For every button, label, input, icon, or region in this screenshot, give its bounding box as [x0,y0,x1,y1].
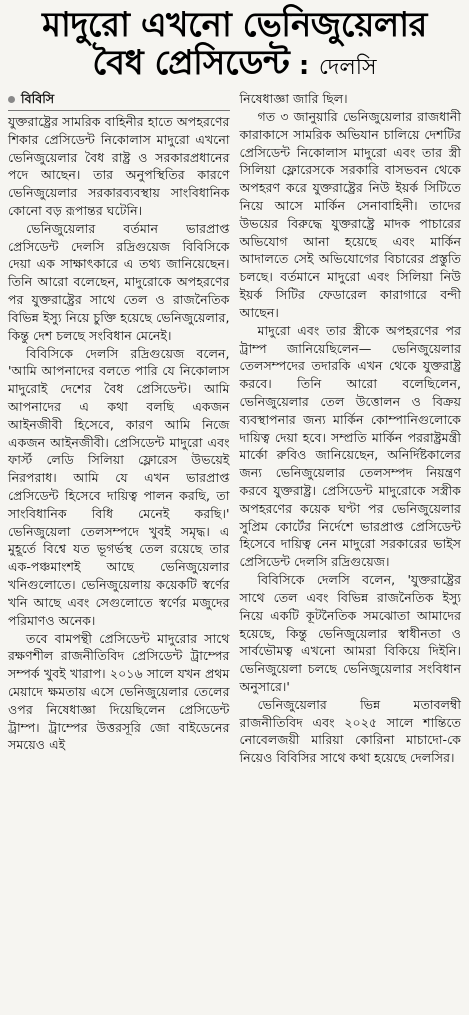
source-name: বিবিসি [21,91,55,107]
bullet-icon [8,96,15,103]
headline [8,6,461,82]
paragraph: ভেনিজুয়েলার ভিন্ন মতাবলম্বী রাজনীতিবিদ এবং ২০২৫ সালে শান্তিতে নোবেলজয়ী মারিয়া কোরিনা মাচাদো-কে নিয়েও বিবিসির সাথে কথা হয়েছে দেলসির। [239,696,461,766]
paragraph: গত ৩ জানুয়ারি ভেনিজুয়েলার রাজধানী কারাকাসে সামরিক অভিযান চালিয়ে দেশটির প্রেসিডেন্ট নিকোলাস মাদুরো এবং তার স্ত্রী সিলিয়া ফ্লোরেসকে সরকারি বাসভবন থেকে অপহরণ করে যুক্তরাষ্ট্রের নিউ ইয়র্ক সিটিতে নিয়ে আসে মার্কিন সেনাবাহিনী। তাদের উভয়ের বিরুদ্ধে যুক্তরাষ্ট্রে মাদক পাচারের অভিযোগ আনা হয়েছে এবং মার্কিন আদালতে সেই অভিযোগের বিচারের প্রস্তুতি চলছে। বর্তমানে মাদুরো এবং সিলিয়া নিউ ইয়র্ক সিটির ফেডারেল কারাগারে বন্দী আছেন। [239,108,461,320]
headline-byline: দেলসি [318,55,377,81]
headline-colon: : [298,51,310,82]
source-label [8,90,230,111]
paragraph: মাদুরো এবং তার স্ত্রীকে অপহরণের পর ট্রাম্প জানিয়েছিলেন— ভেনিজুয়েলার তেলসম্পদের তদারকি এখন থেকে যুক্তরাষ্ট্র করবে। তিনি আরো বলেছিলেন, ভেনিজুয়েলার তেল উত্তোলন ও বিক্রয় ব্যবস্থাপনার জন্য মার্কিন কোম্পানিগুলোকে দায়িত্ব দেয়া হবে। সম্প্রতি মার্কিন পররাষ্ট্রমন্ত্রী মার্কো রুবিও জানিয়েছেন, অনির্দিষ্টকালের জন্য ভেনিজুয়েলার তেলসম্পদ নিয়ন্ত্রণ করবে যুক্তরাষ্ট্র। প্রেসিডেন্ট মাদুরোকে সস্ত্রীক অপহরণের কয়েক ঘণ্টা পর ভেনিজুয়েলার সুপ্রিম কোর্টের নির্দেশে ভারপ্রাপ্ত প্রেসিডেন্ট হিসেবে দায়িত্ব নেন মাদুরো সরকারের ভাইস প্রেসিডেন্ট দেলসি রদ্রিগুয়েজ। [239,322,461,570]
paragraph: যুক্তরাষ্ট্রের সামরিক বাহিনীর হাতে অপহরণের শিকার প্রেসিডেন্ট নিকোলাস মাদুরো এখনো ভেনিজুয়েলার বৈধ রাষ্ট্র ও সরকারপ্রধানের পদে আছেন। তার অনুপস্থিতির কারণে ভেনিজুয়েলার সরকারব্যবস্থায় সাংবিধানিক কোনো বড় রূপান্তর ঘটেনি। [8,113,230,219]
paragraph: ভেনিজুয়েলার বর্তমান ভারপ্রাপ্ত প্রেসিডেন্ট দেলসি রদ্রিগুয়েজ বিবিসিকে দেয়া এক সাক্ষাৎকারে এ তথ্য জানিয়েছেন। তিনি আরো বলেছেন, মাদুরোকে অপহরণের পর যুক্তরাষ্ট্রের সাথে তেল ও রাজনৈতিক বিভিন্ন ইস্যু নিয়ে চুক্তি হয়েছে ভেনিজুয়েলার, কিন্তু দেশ চলছে সংবিধান মেনেই। [8,220,230,343]
article-columns [8,90,461,767]
paragraph: নিষেধাজ্ঞা জারি ছিল। [239,91,348,107]
headline-line-1: মাদুরো এখনো ভেনিজুয়েলার [42,5,427,45]
paragraph: বিবিসিকে দেলসি রদ্রিগুয়েজ বলেন, 'আমি আপনাদের বলতে পারি যে নিকোলাস মাদুরোই দেশের বৈধ প্রেসিডেন্ট। আমি আপনাদের এ কথা বলছি একজন আইনজীবী হিসেবে, কারণ আমি নিজে একজন আইনজীবী। প্রেসিডেন্ট মাদুরো এবং ফার্স্ট লেডি সিলিয়া ফ্লোরেস উভয়েই নিরপরাধ। আমি যে এখন ভারপ্রাপ্ত প্রেসিডেন্ট হিসেবে দায়িত্ব পালন করছি, তা সাংবিধানিক বিধি মেনেই করছি।' ভেনিজুয়েলা তেলসম্পদে খুবই সমৃদ্ধ। এ মুহূর্তে বিশ্বে যত ভূগর্ভস্থ তেল রয়েছে তার এক-পঞ্চমাংশই আছে ভেনিজুয়েলার খনিগুলোতে। ভেনিজুয়েলায় কয়েকটি স্বর্ণের খনি আছে এবং সেগুলোতে স্বর্ণের মজুদের পরিমাণও অনেক। [8,345,230,628]
column-1 [8,90,230,767]
headline-line-2: বৈধ প্রেসিডেন্ট [92,43,290,84]
column-2 [240,90,462,767]
paragraph: তবে বামপন্থী প্রেসিডেন্ট মাদুরোর সাথে রক্ষণশীল রাজনীতিবিদ প্রেসিডেন্ট ট্রাম্পের সম্পর্ক খুবই খারাপ। ২০১৬ সালে যখন প্রথম মেয়াদে ক্ষমতায় এসে ভেনিজুয়েলার তেলের ওপর নিষেধাজ্ঞা দিয়েছিলেন প্রেসিডেন্ট ট্রাম্প। ট্রাম্পের উত্তরসূরি জো বাইডেনের সময়েও এই [8,630,230,753]
paragraph: বিবিসিকে দেলসি বলেন, 'যুক্তরাষ্ট্রের সাথে তেল এবং বিভিন্ন রাজনৈতিক ইস্যু নিয়ে একটি কূটনৈতিক সমঝোতা আমাদের হয়েছে, কিন্তু ভেনিজুয়েলার স্বাধীনতা ও সার্বভৌমত্ব এখনো আমরা বিকিয়ে দিইনি। ভেনিজুয়েলা চলছে ভেনিজুয়েলার সংবিধান অনুসারে।' [239,572,461,694]
